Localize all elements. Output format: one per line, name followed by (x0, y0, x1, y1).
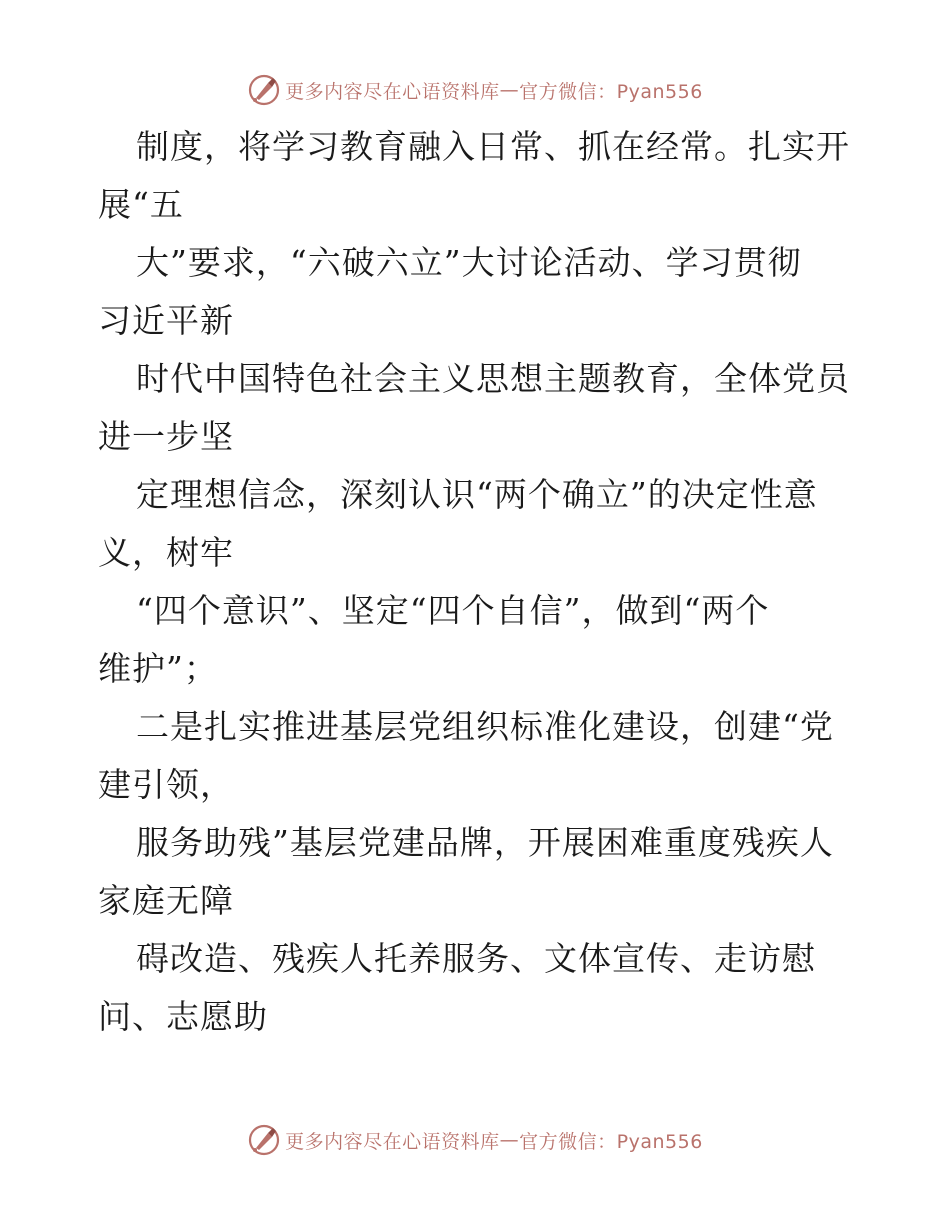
body-line: 服务助残”基层党建品牌，开展困难重度残疾人 (136, 823, 834, 862)
body-line: 制度，将学习教育融入日常、抓在经常。扎实开 (136, 127, 850, 166)
header-watermark (0, 70, 950, 110)
body-line: “四个意识”、坚定“四个自信”，做到“两个 (136, 591, 770, 630)
header-brand-text: 更多内容尽在心语资料库 (285, 80, 500, 103)
body-line: 家庭无障 (98, 881, 234, 920)
body-line: 建引领， (98, 765, 234, 804)
body-line: 定理想信念，深刻认识“两个确立”的决定性意 (136, 475, 818, 514)
document-body (98, 118, 858, 1046)
body-line: 展“五 (98, 185, 184, 224)
header-contact-text: 官方微信：Pyan556 (519, 80, 703, 103)
body-line: 习近平新 (98, 301, 234, 340)
body-line: 二是扎实推进基层党组织标准化建设，创建“党 (136, 707, 834, 746)
body-line: 维护”； (98, 649, 218, 688)
body-line: 问、志愿助 (98, 997, 268, 1036)
footer-brand-text: 更多内容尽在心语资料库 (285, 1130, 500, 1153)
header-dash: — (499, 79, 520, 101)
body-line: 大”要求，“六破六立”大讨论活动、学习贯彻 (136, 243, 802, 282)
pen-nib-logo-icon (247, 1123, 281, 1157)
footer-contact-text: 官方微信：Pyan556 (519, 1130, 703, 1153)
body-line: 碍改造、残疾人托养服务、文体宣传、走访慰 (136, 939, 816, 978)
footer-watermark (0, 1120, 950, 1160)
body-line: 进一步坚 (98, 417, 234, 456)
pen-nib-logo-icon (247, 73, 281, 107)
footer-dash: — (499, 1129, 520, 1151)
body-line: 义，树牢 (98, 533, 234, 572)
body-line: 时代中国特色社会主义思想主题教育，全体党员 (136, 359, 850, 398)
